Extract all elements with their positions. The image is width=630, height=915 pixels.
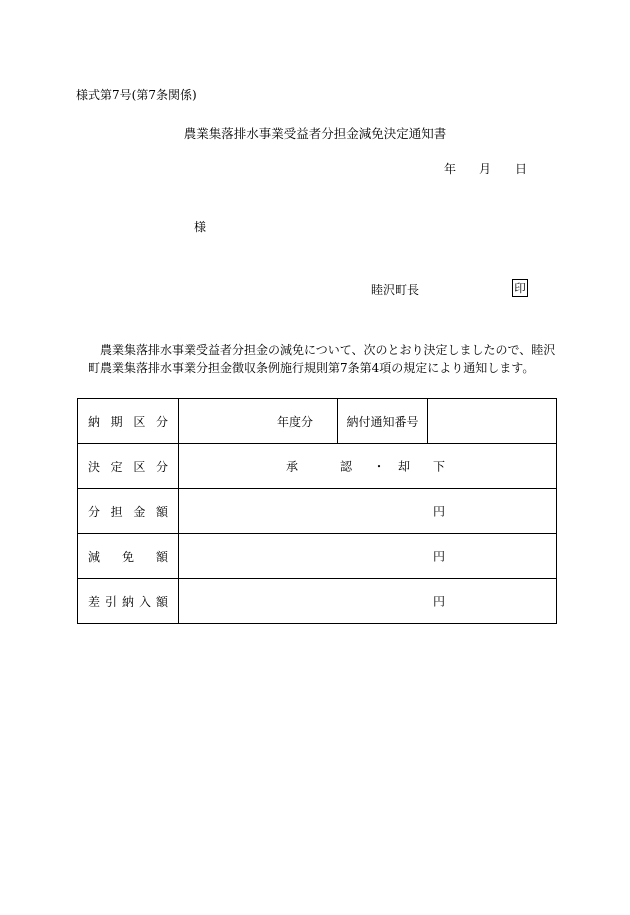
yen-unit: 円 [433,504,446,519]
decision-options [179,444,557,489]
reduction-value [179,534,557,579]
decision-reject: 却 [398,459,411,474]
yen-unit: 円 [433,549,446,564]
table-row [78,534,557,579]
decision-separator: ・ [373,459,386,474]
date-day-label: 日 [515,162,528,176]
table-row [78,489,557,534]
share-amount-label: 分担金額 [78,489,179,534]
issuer-name: 睦沢町長 [371,283,420,297]
reduction-label: 減免額 [78,534,179,579]
net-payment-value [179,579,557,624]
fiscal-year-cell [179,399,338,444]
notice-number-label: 納付通知番号 [338,399,428,444]
date-month-label: 月 [479,162,492,176]
decision-label: 決定区分 [78,444,179,489]
table-row [78,399,557,444]
table-row [78,444,557,489]
decision-table [77,398,557,624]
net-payment-label: 差引納入額 [78,579,179,624]
addressee-suffix: 様 [194,220,207,234]
document-title: 農業集落排水事業受益者分担金減免決定通知書 [183,126,447,141]
share-amount-value [179,489,557,534]
notice-number-value [428,399,557,444]
date-year-label: 年 [444,162,457,176]
form-number: 様式第7号(第7条関係) [76,88,197,102]
decision-approve: 承 [286,459,299,474]
payment-period-label: 納期区分 [78,399,179,444]
fiscal-year-suffix: 年度分 [276,414,313,429]
table-row [78,579,557,624]
seal-mark: 印 [512,279,528,297]
yen-unit: 円 [433,594,446,609]
body-text: 農業集落排水事業受益者分担金の減免について、次のとおり決定しましたので、睦沢町農業集落排水事業分担金徴収条例施行規則第7条第4項の規定により通知します。 [88,343,556,375]
decision-recognize: 認 [340,459,353,474]
decision-below: 下 [433,459,446,474]
